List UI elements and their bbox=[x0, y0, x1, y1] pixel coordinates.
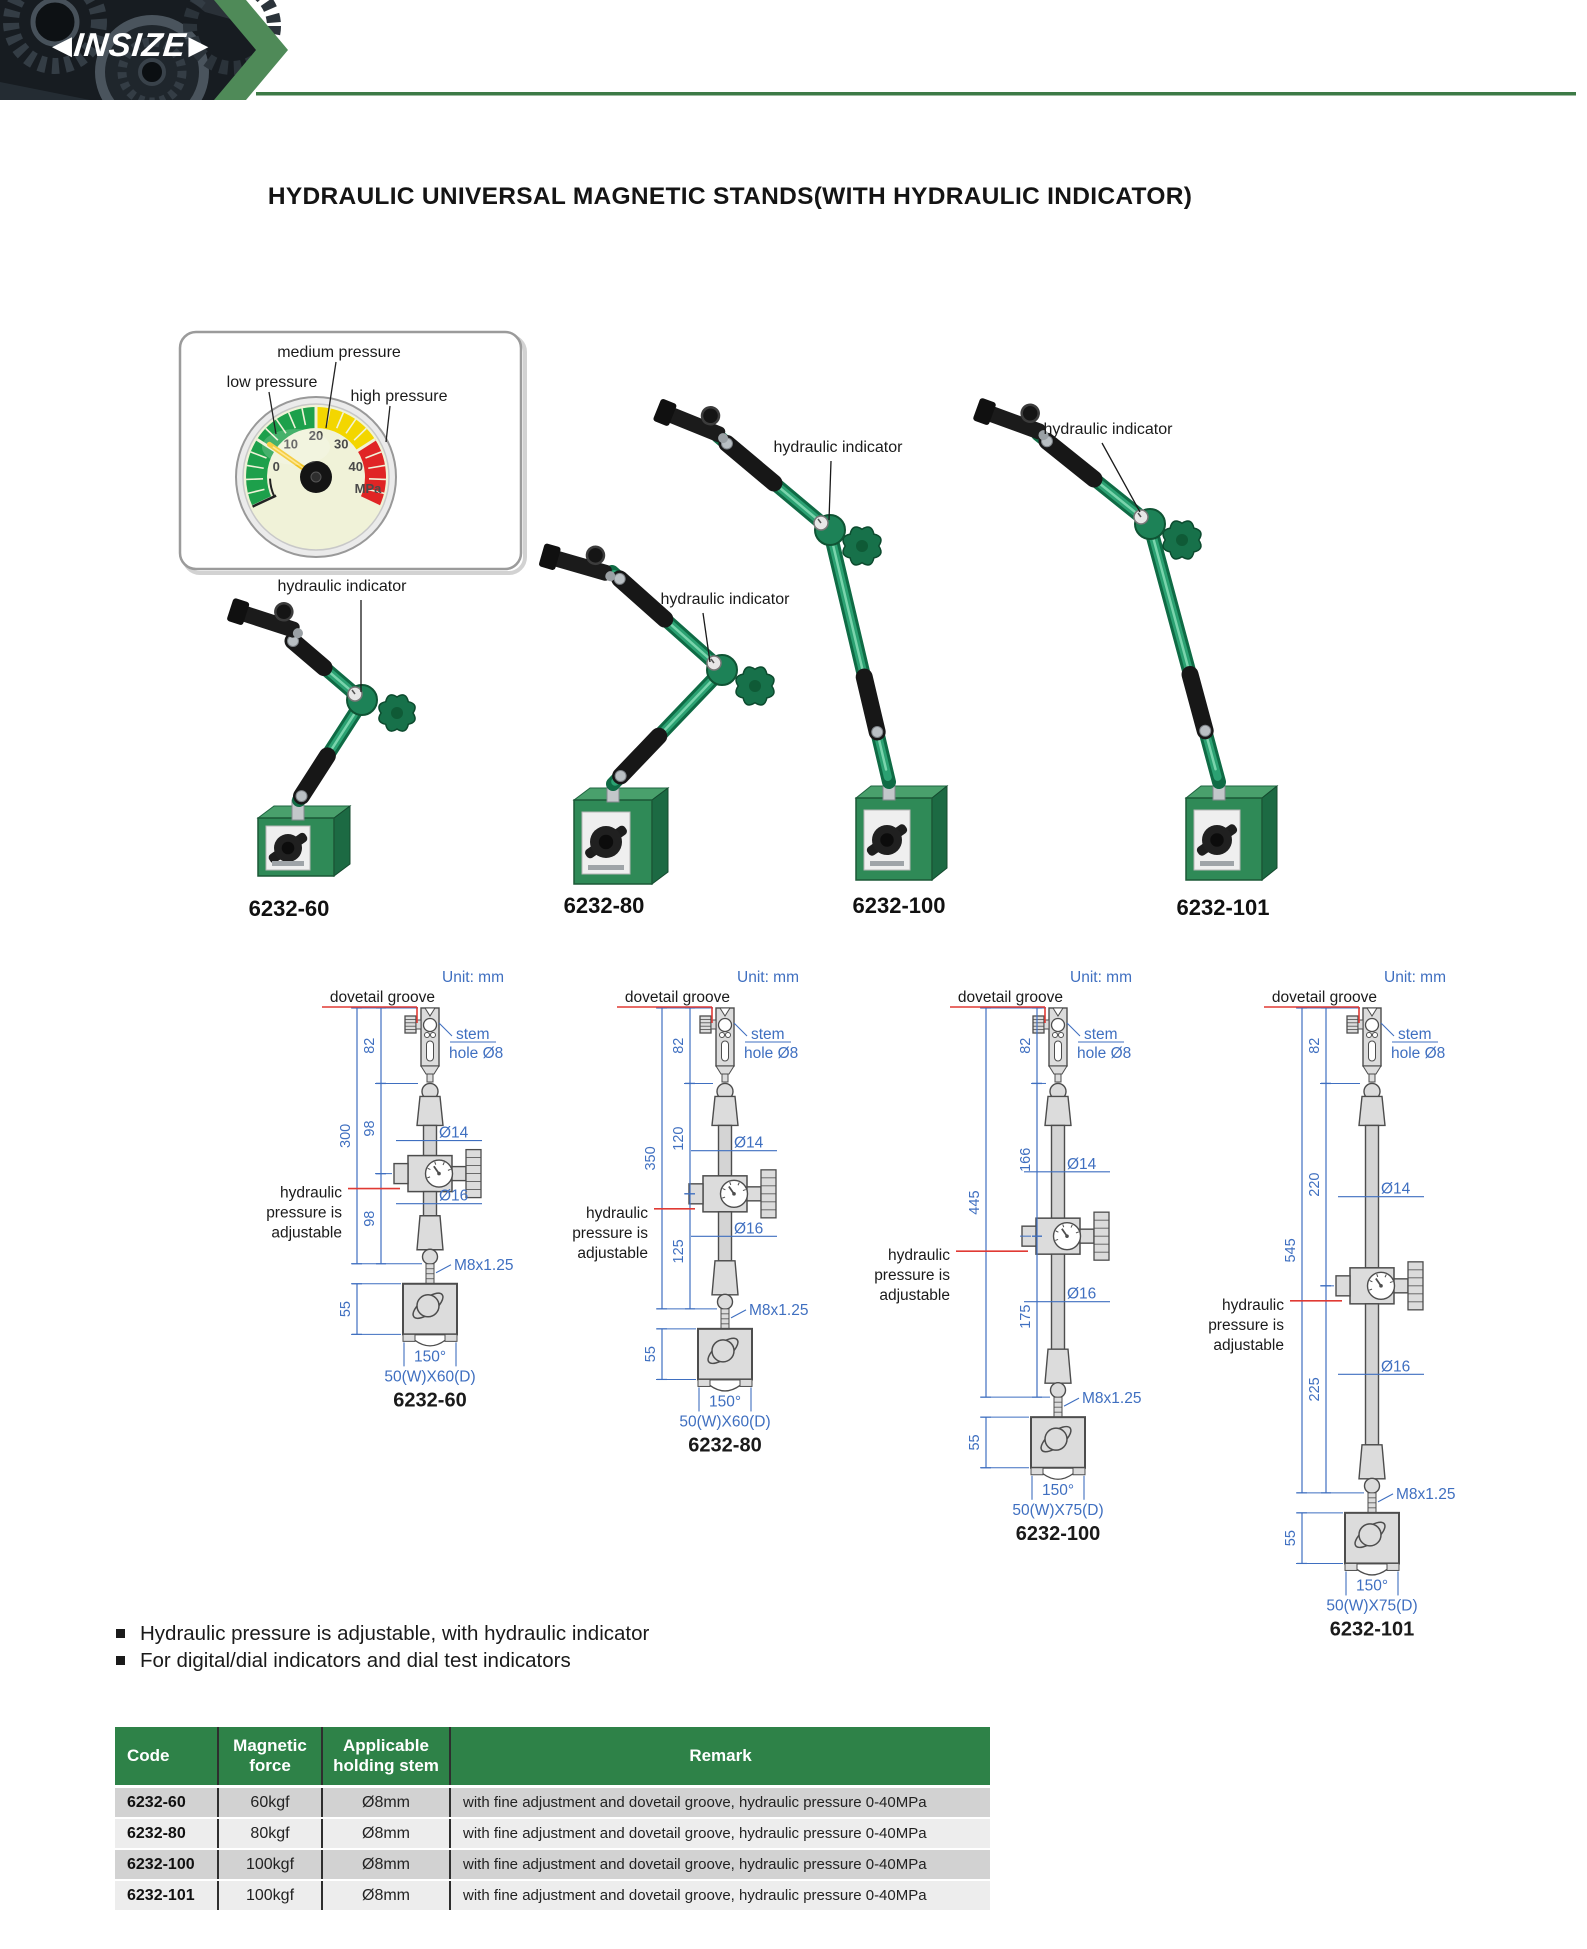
hydraulic-indicator-label: hydraulic indicator bbox=[1043, 421, 1173, 438]
gauge-high-label: high pressure bbox=[350, 388, 448, 405]
groove-angle-label: 150° bbox=[1355, 1577, 1389, 1595]
unit-label: Unit: mm bbox=[442, 969, 504, 986]
cell-force: 60kgf bbox=[218, 1787, 322, 1819]
diagram-code-label: 6232-100 bbox=[1015, 1522, 1101, 1545]
dim-label: 300 bbox=[338, 1123, 354, 1148]
cell-remark: with fine adjustment and dovetail groove, hydraulic pressure 0-40MPa bbox=[450, 1818, 990, 1849]
gauge-medium-label: medium pressure bbox=[277, 344, 401, 361]
table-row bbox=[115, 1787, 990, 1819]
rod-dia-label: Ø16 bbox=[439, 1187, 469, 1205]
cell-remark: with fine adjustment and dovetail groove, hydraulic pressure 0-40MPa bbox=[450, 1880, 990, 1911]
diagram-6232-60 bbox=[266, 969, 513, 1411]
square-bullet-icon bbox=[116, 1629, 125, 1638]
dim-label: 55 bbox=[967, 1434, 983, 1451]
dim-label: 82 bbox=[1018, 1037, 1034, 1054]
cell-stem: Ø8mm bbox=[322, 1787, 450, 1819]
unit-label: Unit: mm bbox=[1070, 969, 1132, 986]
unit-label: Unit: mm bbox=[1384, 969, 1446, 986]
cell-force: 80kgf bbox=[218, 1818, 322, 1849]
product-code-label: 6232-100 bbox=[852, 893, 946, 918]
product-code-label: 6232-80 bbox=[563, 893, 645, 918]
dim-label: 445 bbox=[967, 1190, 983, 1215]
gauge-tick-label: 40 bbox=[348, 459, 364, 475]
logo-left-arrow: ◀ bbox=[52, 30, 72, 60]
table-header-applicable-holding-stem: Applicable holding stem bbox=[322, 1727, 450, 1787]
gauge-unit-label: MPa bbox=[354, 481, 382, 496]
hydraulic-adjust-label: adjustable bbox=[577, 1244, 648, 1262]
product-photo-6232-101 bbox=[972, 387, 1277, 920]
thread-label: M8x1.25 bbox=[1396, 1485, 1456, 1503]
stem-hole-label: stem bbox=[1398, 1026, 1432, 1043]
page-title: HYDRAULIC UNIVERSAL MAGNETIC STANDS(WITH HYDRAULIC INDICATOR) bbox=[267, 183, 1193, 210]
rod-dia-label: Ø14 bbox=[439, 1124, 469, 1142]
table-row bbox=[115, 1849, 990, 1880]
diagram-code-label: 6232-80 bbox=[688, 1434, 762, 1457]
groove-angle-label: 150° bbox=[708, 1393, 742, 1411]
stem-hole-label: hole Ø8 bbox=[449, 1045, 504, 1062]
feature-text: Hydraulic pressure is adjustable, with hydraulic indicator bbox=[140, 1621, 650, 1645]
thread-label: M8x1.25 bbox=[1082, 1390, 1142, 1408]
rod-dia-label: Ø14 bbox=[1381, 1180, 1411, 1198]
dim-label: 82 bbox=[362, 1037, 378, 1054]
table-header-code: Code bbox=[115, 1727, 218, 1787]
dim-label: 55 bbox=[1283, 1530, 1299, 1547]
stem-hole-label: stem bbox=[456, 1026, 490, 1043]
table-row bbox=[115, 1818, 990, 1849]
hydraulic-indicator-label: hydraulic indicator bbox=[773, 439, 903, 456]
diagram-code-label: 6232-60 bbox=[393, 1389, 467, 1412]
base-size-label: 50(W)X75(D) bbox=[1012, 1501, 1104, 1519]
logo-right-arrow: ▶ bbox=[188, 30, 209, 60]
cell-stem: Ø8mm bbox=[322, 1849, 450, 1880]
cell-stem: Ø8mm bbox=[322, 1880, 450, 1911]
indicator-clamp bbox=[653, 388, 737, 449]
dim-label: 98 bbox=[362, 1210, 378, 1227]
cell-code: 6232-101 bbox=[115, 1880, 218, 1911]
dim-label: 545 bbox=[1283, 1238, 1299, 1263]
gauge-tick-label: 20 bbox=[308, 428, 324, 443]
feature-text: For digital/dial indicators and dial test indicators bbox=[140, 1648, 571, 1672]
dim-label: 166 bbox=[1018, 1147, 1034, 1172]
unit-label: Unit: mm bbox=[737, 969, 799, 986]
diagram-6232-100 bbox=[874, 969, 1141, 1545]
square-bullet-icon bbox=[116, 1656, 125, 1665]
gauge-tick-label: 30 bbox=[334, 436, 349, 452]
diagram-6232-101 bbox=[1208, 969, 1455, 1640]
dim-label: 220 bbox=[1307, 1172, 1323, 1197]
feature-item bbox=[116, 1647, 649, 1674]
cell-force: 100kgf bbox=[218, 1880, 322, 1911]
thread-label: M8x1.25 bbox=[454, 1256, 514, 1274]
hydraulic-indicator-label: hydraulic indicator bbox=[660, 591, 790, 608]
groove-angle-label: 150° bbox=[413, 1348, 447, 1366]
rod-dia-label: Ø14 bbox=[734, 1134, 764, 1152]
product-code-label: 6232-60 bbox=[248, 896, 330, 921]
stem-hole-label: stem bbox=[1084, 1026, 1118, 1043]
dim-label: 125 bbox=[671, 1239, 687, 1264]
groove-angle-label: 150° bbox=[1041, 1481, 1075, 1499]
cell-code: 6232-100 bbox=[115, 1849, 218, 1880]
feature-item bbox=[116, 1620, 649, 1647]
product-code-label: 6232-101 bbox=[1176, 895, 1270, 920]
hydraulic-adjust-label: pressure is bbox=[874, 1267, 950, 1285]
hydraulic-adjust-label: adjustable bbox=[271, 1224, 342, 1242]
stem-hole-label: stem bbox=[751, 1026, 785, 1043]
product-photo-6232-60 bbox=[226, 578, 415, 921]
dim-label: 350 bbox=[643, 1146, 659, 1171]
dim-label: 55 bbox=[643, 1346, 659, 1363]
base-size-label: 50(W)X75(D) bbox=[1326, 1597, 1418, 1615]
dim-label: 82 bbox=[1307, 1037, 1323, 1054]
base-size-label: 50(W)X60(D) bbox=[384, 1368, 476, 1386]
rod-dia-label: Ø16 bbox=[1381, 1358, 1411, 1376]
cell-code: 6232-80 bbox=[115, 1818, 218, 1849]
dovetail-groove-label: dovetail groove bbox=[957, 989, 1063, 1006]
indicator-clamp bbox=[538, 533, 622, 587]
gauge-tick-label: 0 bbox=[272, 459, 280, 475]
gauge-low-label: low pressure bbox=[226, 374, 318, 391]
cell-code: 6232-60 bbox=[115, 1787, 218, 1819]
dim-label: 98 bbox=[362, 1120, 378, 1137]
rod-dia-label: Ø16 bbox=[1067, 1285, 1097, 1303]
stem-hole-label: hole Ø8 bbox=[744, 1045, 799, 1062]
dim-label: 82 bbox=[671, 1037, 687, 1054]
feature-list bbox=[116, 1620, 649, 1674]
diagram-code-label: 6232-101 bbox=[1329, 1618, 1415, 1641]
rod-dia-label: Ø14 bbox=[1067, 1155, 1097, 1173]
table-row bbox=[115, 1880, 990, 1911]
cell-remark: with fine adjustment and dovetail groove, hydraulic pressure 0-40MPa bbox=[450, 1849, 990, 1880]
cell-remark: with fine adjustment and dovetail groove, hydraulic pressure 0-40MPa bbox=[450, 1787, 990, 1819]
gauge-tick-label: 10 bbox=[283, 436, 298, 452]
hydraulic-adjust-label: hydraulic bbox=[279, 1184, 342, 1202]
dim-label: 225 bbox=[1307, 1377, 1323, 1402]
thread-label: M8x1.25 bbox=[749, 1301, 809, 1319]
hydraulic-adjust-label: pressure is bbox=[1208, 1316, 1284, 1334]
cell-force: 100kgf bbox=[218, 1849, 322, 1880]
hydraulic-indicator-label: hydraulic indicator bbox=[277, 578, 407, 595]
base-size-label: 50(W)X60(D) bbox=[679, 1413, 771, 1431]
table-header-magnetic-force: Magnetic force bbox=[218, 1727, 322, 1787]
rod-dia-label: Ø16 bbox=[734, 1220, 764, 1238]
diagram-6232-80 bbox=[572, 969, 808, 1456]
spec-table bbox=[115, 1727, 990, 1912]
stem-hole-label: hole Ø8 bbox=[1077, 1045, 1132, 1062]
hydraulic-adjust-label: hydraulic bbox=[1221, 1296, 1284, 1314]
dovetail-groove-label: dovetail groove bbox=[329, 989, 435, 1006]
pressure-gauge-figure bbox=[180, 332, 525, 573]
hydraulic-adjust-label: hydraulic bbox=[887, 1247, 950, 1265]
logo-word: INSIZE bbox=[72, 26, 189, 63]
indicator-clamp bbox=[226, 588, 310, 645]
hydraulic-adjust-label: pressure is bbox=[266, 1204, 342, 1222]
dim-label: 55 bbox=[338, 1300, 354, 1318]
hydraulic-adjust-label: adjustable bbox=[879, 1287, 950, 1305]
dovetail-groove-label: dovetail groove bbox=[1271, 989, 1377, 1006]
dovetail-groove-label: dovetail groove bbox=[624, 989, 730, 1006]
hydraulic-adjust-label: adjustable bbox=[1213, 1336, 1284, 1354]
dim-label: 175 bbox=[1018, 1304, 1034, 1329]
product-photo-6232-80 bbox=[538, 533, 790, 918]
table-header-remark: Remark bbox=[450, 1727, 990, 1787]
hydraulic-adjust-label: pressure is bbox=[572, 1224, 648, 1242]
dim-label: 120 bbox=[671, 1126, 687, 1151]
cell-stem: Ø8mm bbox=[322, 1818, 450, 1849]
hydraulic-adjust-label: hydraulic bbox=[585, 1204, 648, 1222]
stem-hole-label: hole Ø8 bbox=[1391, 1045, 1446, 1062]
